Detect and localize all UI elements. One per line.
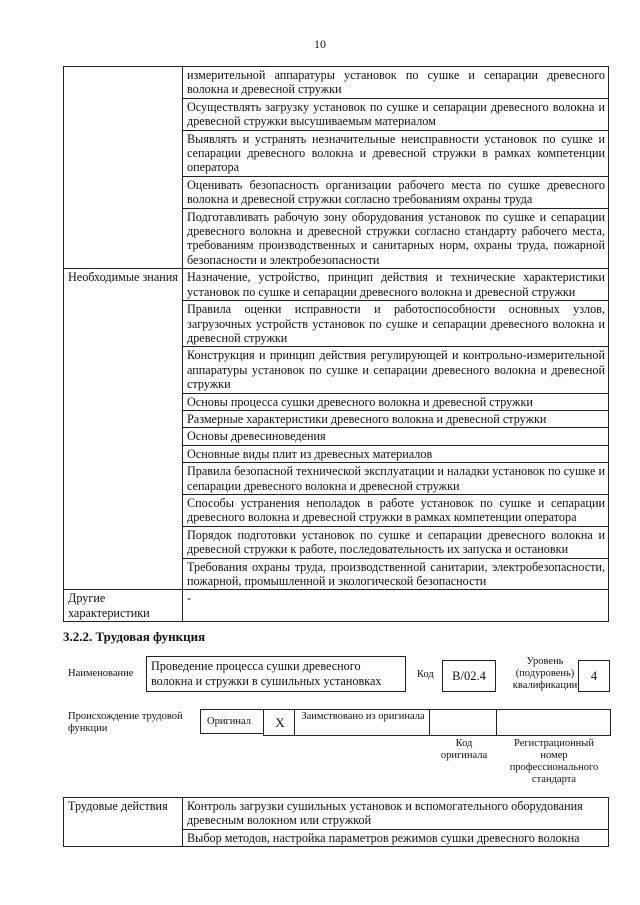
code-value: B/02.4 [442, 660, 496, 692]
code-original-label: Код оригинала [440, 738, 488, 761]
original-label: Оригинал [207, 715, 251, 727]
original-mark: X [263, 709, 297, 736]
labor-actions-label: Трудовые действия [64, 798, 183, 847]
knowledge-row: Правила безопасной технической эксплуатации и наладки установок по сушке и сепарации древесного волокна и древесной стружки [183, 463, 609, 495]
code-original-box [429, 709, 499, 736]
table-row [64, 590, 609, 622]
table-row [64, 798, 609, 830]
original-cell [200, 709, 264, 734]
skill-row: Осуществлять загрузку установок по сушке и сепарации древесного волокна и древесной стружки высушиваемым материалом [183, 98, 609, 130]
origin-label: Происхождение трудовой функции [68, 711, 183, 734]
knowledge-row: Основы древесиноведения [183, 428, 609, 445]
knowledge-row: Размерные характеристики древесного волокна и древесной стружки [183, 410, 609, 427]
page-number: 10 [314, 37, 326, 51]
other-value: - [183, 590, 609, 622]
skills-label-cell [64, 67, 183, 269]
knowledge-row: Требования охраны труда, производственной санитарии, электробезопасности, пожарной, промышленной и экологической безопасности [183, 558, 609, 590]
reg-number-box [496, 709, 611, 736]
skill-row: Выявлять и устранять незначительные неисправности установок по сушке и сепарации древесного волокна и древесной стружки в рамках компетенции оператора [183, 130, 609, 176]
labor-actions-table [63, 797, 609, 847]
knowledge-row: Конструкция и принцип действия регулирующей и контрольно-измерительной аппаратуры установок по сушке и сепарации древесного волокна и древесной стружки [183, 347, 609, 393]
code-label: Код [417, 669, 434, 680]
skill-row: измерительной аппаратуры установок по сушке и сепарации древесного волокна и древесной стружки [183, 67, 609, 99]
knowledge-label: Необходимые знания [64, 269, 183, 590]
knowledge-row: Способы устранения неполадок в работе установок по сушке и сепарации древесного волокна и древесной стружки в рамках компетенции оператора [183, 494, 609, 526]
table-row [64, 67, 609, 99]
knowledge-row: Порядок подготовки установок по сушке и сепарации древесного волокна и древесной стружки к работе, последовательность их запуска и остановки [183, 526, 609, 558]
skill-row: Подготавливать рабочую зону оборудования установок по сушке и сепарации древесного волокна и древесной стружки согласно стандарту рабочего места, требованиям производственных и санитарных норм, охраны труда, пожарной безопасности и электробезопасности [183, 208, 609, 269]
knowledge-row: Основы процесса сушки древесного волокна и древесной стружки [183, 393, 609, 410]
name-label: Наименование [68, 668, 134, 679]
level-label: Уровень (подуровень) квалификации [512, 656, 578, 691]
labor-action-row: Контроль загрузки сушильных установок и вспомогательного оборудования древесным волокном или стружкой [183, 798, 609, 830]
borrowed-label: Заимствовано из оригинала [301, 711, 425, 722]
skill-row: Оценивать безопасность организации рабочего места по сушке древесного волокна и древесной стружки согласно требованиям охраны труда [183, 176, 609, 208]
knowledge-row: Назначение, устройство, принцип действия и технические характеристики установок по сушке и сепарации древесного волокна и древесной стружки [183, 269, 609, 301]
labor-action-row: Выбор методов, настройка параметров режимов сушки древесного волокна [183, 829, 609, 846]
table-row [64, 269, 609, 301]
level-value: 4 [578, 660, 610, 692]
knowledge-row: Основные виды плит из древесных материалов [183, 445, 609, 462]
borrowed-cell [294, 709, 432, 736]
knowledge-row: Правила оценки исправности и работоспособности основных узлов, загрузочных устройств установок по сушке и сепарации древесного волокна и древесной стружки [183, 301, 609, 347]
reg-number-label: Регистрационный номер профессионального стандарта [509, 738, 599, 785]
other-label: Другие характеристики [64, 590, 183, 622]
function-name: Проведение процесса сушки древесного волокна и стружки в сушильных установках [146, 656, 406, 692]
competency-table [63, 66, 609, 622]
section-title: 3.2.2. Трудовая функция [63, 629, 206, 644]
